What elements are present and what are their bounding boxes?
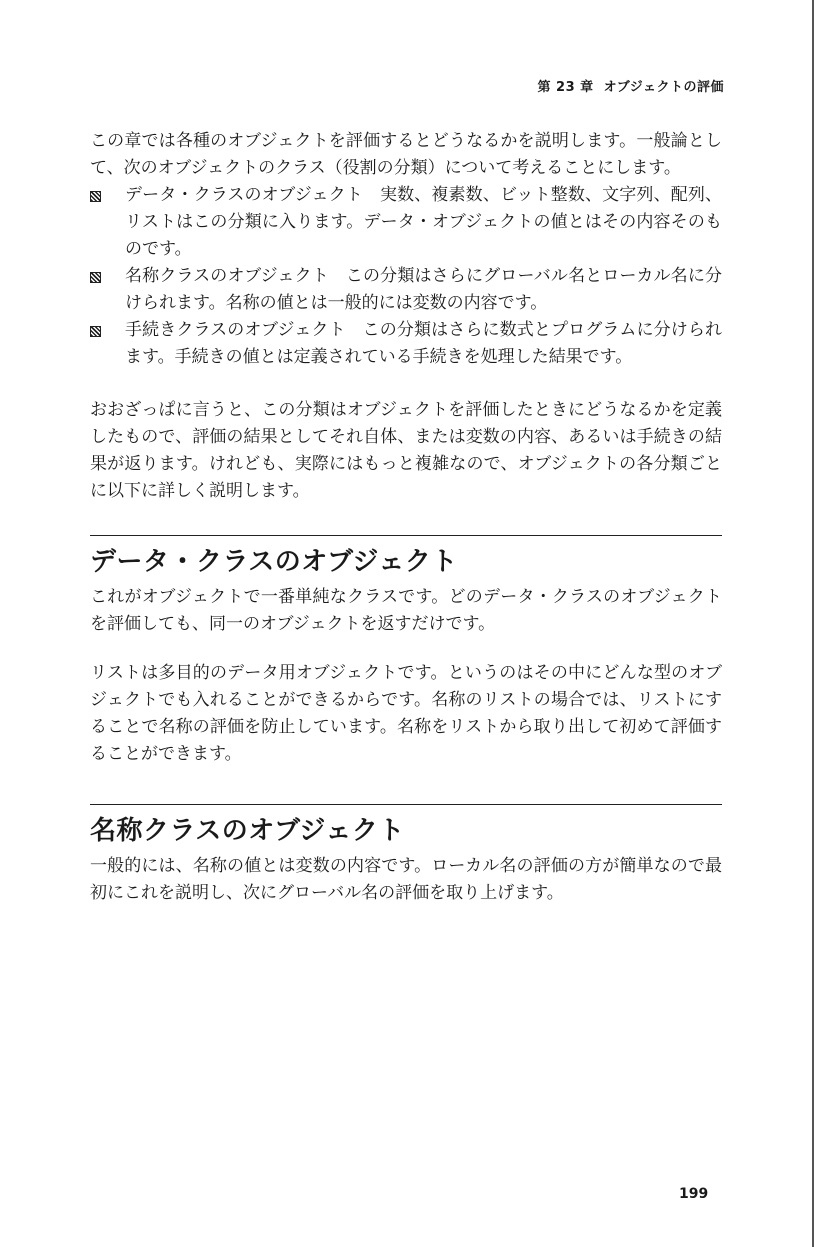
data-class-paragraph: これがオブジェクトで一番単純なクラスです。どのデータ・クラスのオブジェクトを評価しても、同一のオブジェクトを返すだけです。 — [90, 587, 722, 634]
running-header — [538, 76, 725, 95]
section-divider — [90, 804, 722, 805]
list-item-procedure-class — [90, 317, 722, 371]
item-term: 名称クラスのオブジェクト — [125, 266, 329, 286]
chapter-number: 第 23 章 — [537, 80, 594, 95]
overview-paragraph: おおざっぱに言うと、この分類はオブジェクトを評価したときにどうなるかを定義したもので、評価の結果としてそれ自体、または変数の内容、あるいは手続きの結果が返ります。けれども、実際にはもっと複雑なので、オブジェクトの各分類ごとに以下に詳しく説明します。 — [90, 400, 722, 501]
list-item-name-class — [90, 263, 722, 317]
item-term: 手続きクラスのオブジェクト — [125, 320, 346, 340]
bullet-square-icon — [90, 326, 101, 337]
list-item-data-class — [90, 182, 722, 263]
item-term: データ・クラスのオブジェクト — [125, 185, 363, 205]
class-list — [90, 182, 722, 371]
item-text: この分類はさらにグローバル名とローカル名に分けられます。名称の値とは一般的には変数の内容です。 — [125, 266, 722, 313]
page-edge-line — [812, 0, 814, 1247]
page-body — [90, 128, 722, 907]
item-text: 実数、複素数、ビット整数、文字列、配列、リストはこの分類に入ります。データ・オブジェクトの値とはその内容そのものです。 — [125, 185, 722, 259]
intro-paragraph: この章では各種のオブジェクトを評価するとどうなるかを説明します。一般論として、次のオブジェクトのクラス（役割の分類）について考えることにします。 — [90, 131, 722, 178]
chapter-title: オブジェクトの評価 — [603, 80, 724, 95]
bullet-square-icon — [90, 272, 101, 283]
bullet-square-icon — [90, 191, 101, 202]
page-number: 199 — [679, 1186, 709, 1202]
section-divider — [90, 535, 722, 536]
name-class-paragraph: 一般的には、名称の値とは変数の内容です。ローカル名の評価の方が簡単なので最初にこれを説明し、次にグローバル名の評価を取り上げます。 — [90, 856, 722, 903]
item-text: この分類はさらに数式とプログラムに分けられます。手続きの値とは定義されている手続きを処理した結果です。 — [125, 320, 722, 367]
section-heading-data-class: データ・クラスのオブジェクト — [90, 547, 458, 577]
list-paragraph: リストは多目的のデータ用オブジェクトです。というのはその中にどんな型のオブジェクトでも入れることができるからです。名称のリストの場合では、リストにすることで名称の評価を防止しています。名称をリストから取り出して初めて評価することができます。 — [90, 663, 722, 764]
section-heading-name-class: 名称クラスのオブジェクト — [90, 816, 405, 846]
